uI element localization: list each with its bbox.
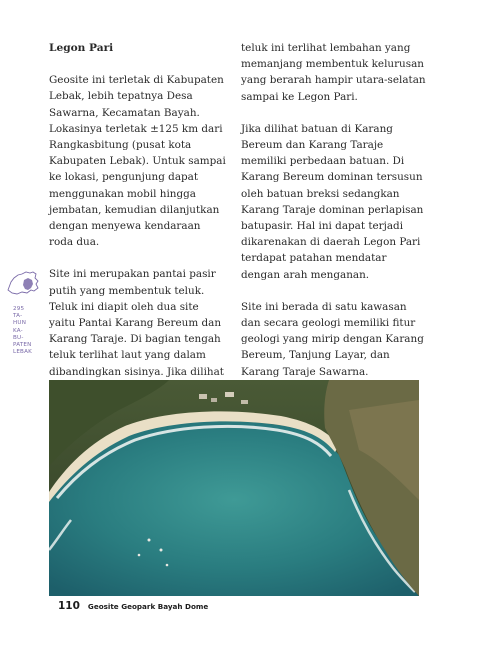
page-number: 110 [58,600,80,612]
sidebar-line: PATEN [13,342,32,349]
paragraph-location: Geosite ini terletak di Kabupaten Lebak, lebih tepatnya Desa Sawarna, Kecamatan Bayah. Lokasinya terletak ±125 km dari Rangkasbitung (pusat kota Kabupaten Lebak). Untuk sampai ke lokasi, pengunjung dapat menggunakan mobil hingga jembatan, kemudian dilanjutkan dengan menyewa kendaraan roda dua. [49,74,226,249]
paragraph-description: Site ini merupakan pantai pasir putih yang membentuk teluk. Teluk ini diapit oleh dua site yaitu Pantai Karang Bereum dan Karang Taraje. Di bagian tengah teluk terlihat laut yang dalam dibandingkan sisinya. Jika dilihat [49,268,224,378]
bay-aerial-photo [49,380,419,596]
sidebar-line: KA- [13,327,23,334]
left-column [49,40,227,412]
section-heading: Legon Pari [49,42,114,54]
paragraph-valley: teluk ini terlihat lembahan yang memanjang membentuk kelurusan yang berarah hampir utara-selatan sampai ke Legon Pari. [241,42,426,103]
paragraph-rocks: Jika dilihat batuan di Karang Bereum dan Karang Taraje memiliki perbedaan batuan. Di Karang Bereum dominan tersusun oleh batuan breksi sedangkan Karang Taraje dominan perlapisan batupasir. Hal ini dapat terjadi dikarenakan di daerah Legon Pari terdapat patahan mendatar dengan arah menganan. [241,122,424,281]
sidebar-line: HUN [13,320,27,327]
book-title: Geosite Geopark Bayah Dome [87,602,209,611]
banten-region-map-icon [5,268,41,298]
paragraph-area: Site ini berada di satu kawasan dan secara geologi memiliki fitur geologi yang mirip dengan Karang Bereum, Tanjung Layar, dan Karang Taraje Sawarna. [241,300,424,378]
sidebar-line: TA- [13,313,23,320]
sidebar-line: 295 [13,306,25,312]
sidebar-marker [5,268,45,356]
sidebar-line: LEBAK [13,349,32,356]
sidebar-line: BU- [13,334,24,341]
sidebar-label [5,306,45,356]
right-column [241,40,427,396]
page-footer [58,600,208,612]
bay-aerial-illustration [49,380,419,596]
